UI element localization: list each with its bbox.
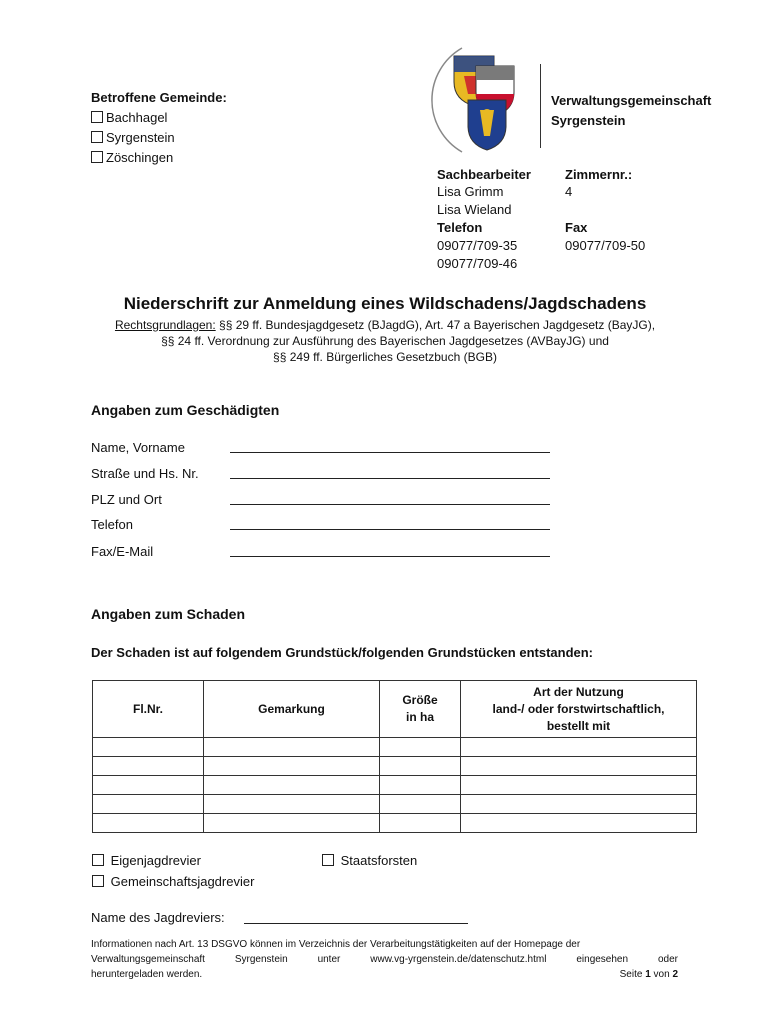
col-flnr: Fl.Nr. <box>93 681 204 738</box>
gemeinde-heading: Betroffene Gemeinde: <box>91 90 227 105</box>
fax-label: Fax <box>565 220 588 235</box>
checkbox[interactable] <box>92 875 104 887</box>
schaden-intro: Der Schaden ist auf folgendem Grundstück/folgenden Grundstücken entstanden: <box>91 645 594 660</box>
table-row <box>93 757 697 776</box>
footer-dsgvo-line3: heruntergeladen werden. <box>91 969 203 980</box>
option-eigenjagdrevier[interactable]: Eigenjagdrevier <box>92 851 201 871</box>
datenschutz-link[interactable]: www.vg-yrgenstein.de/datenschutz.html <box>370 954 547 965</box>
sachbearbeiter-1: Lisa Grimm <box>437 184 504 199</box>
grundstueck-table <box>92 680 697 833</box>
checkbox[interactable] <box>91 131 103 143</box>
table-row <box>93 795 697 814</box>
field-label-street: Straße und Hs. Nr. <box>91 466 199 481</box>
table-header-row <box>93 681 697 738</box>
checkbox[interactable] <box>91 151 103 163</box>
logo-separator <box>540 64 541 148</box>
authority-name-line1: Verwaltungsgemeinschaft <box>551 93 712 108</box>
footer-dsgvo-line2: Verwaltungsgemeinschaft Syrgenstein unter www.vg-yrgenstein.de/datenschutz.html eingesehen oder <box>91 954 678 965</box>
page-number: Seite 1 von 2 <box>619 969 678 980</box>
authority-name-line2: Syrgenstein <box>551 113 626 128</box>
footer-dsgvo-line1: Informationen nach Art. 13 DSGVO können im Verzeichnis der Verarbeitungstätigkeiten auf der Homepage der <box>91 939 581 950</box>
table-row <box>93 738 697 757</box>
field-name-line[interactable] <box>230 452 550 453</box>
legal-basis-label: Rechtsgrundlagen: <box>114 318 216 332</box>
page-title: Niederschrift zur Anmeldung eines Wildschadens/Jagdschadens <box>123 294 647 313</box>
col-nutzung: Art der Nutzung land-/ oder forstwirtschaftlich, bestellt mit <box>461 681 697 738</box>
field-label-name: Name, Vorname <box>91 440 185 455</box>
coat-of-arms-logo <box>420 44 540 156</box>
zimmer-value: 4 <box>565 184 573 199</box>
sachbearbeiter-2: Lisa Wieland <box>437 202 512 217</box>
field-label-plz: PLZ und Ort <box>91 492 162 507</box>
legal-basis-line2: §§ 24 ff. Verordnung zur Ausführung des Bayerischen Jagdgesetzes (AVBayJG) und <box>161 334 609 348</box>
field-label-telefon: Telefon <box>91 517 133 532</box>
field-plz-line[interactable] <box>230 504 550 505</box>
section-schaden-heading: Angaben zum Schaden <box>91 606 246 622</box>
section-geschaedigter-heading: Angaben zum Geschädigten <box>91 402 280 418</box>
jagdrevier-name-label: Name des Jagdreviers: <box>91 910 225 925</box>
telefon-label: Telefon <box>437 220 483 235</box>
checkbox[interactable] <box>322 854 334 866</box>
field-label-fax-email: Fax/E-Mail <box>91 544 154 559</box>
telefon-2: 09077/709-46 <box>437 256 518 271</box>
col-groesse: Größe in ha <box>380 681 461 738</box>
field-telefon-line[interactable] <box>230 529 550 530</box>
col-gemarkung: Gemarkung <box>204 681 380 738</box>
table-row <box>93 814 697 833</box>
checkbox[interactable] <box>92 854 104 866</box>
gemeinde-option-bachhagel[interactable]: Bachhagel <box>91 108 167 128</box>
table-row <box>93 776 697 795</box>
gemeinde-option-syrgenstein[interactable]: Syrgenstein <box>91 128 175 148</box>
checkbox[interactable] <box>91 111 103 123</box>
telefon-1: 09077/709-35 <box>437 238 518 253</box>
option-staatsforsten[interactable]: Staatsforsten <box>322 851 417 871</box>
fax-value: 09077/709-50 <box>565 238 646 253</box>
gemeinde-option-zoeschingen[interactable]: Zöschingen <box>91 148 173 168</box>
option-gemeinschaftsjagdrevier[interactable]: Gemeinschaftsjagdrevier <box>92 872 254 892</box>
legal-basis-line3: §§ 249 ff. Bürgerliches Gesetzbuch (BGB) <box>273 350 497 364</box>
jagdrevier-name-line[interactable] <box>244 923 468 924</box>
zimmer-label: Zimmernr.: <box>565 167 633 182</box>
sachbearbeiter-label: Sachbearbeiter <box>437 167 531 182</box>
field-street-line[interactable] <box>230 478 550 479</box>
field-fax-email-line[interactable] <box>230 556 550 557</box>
legal-basis-line1: Rechtsgrundlagen: §§ 29 ff. Bundesjagdgesetz (BJagdG), Art. 47 a Bayerischen Jagdgesetz (BayJG), <box>114 318 656 332</box>
